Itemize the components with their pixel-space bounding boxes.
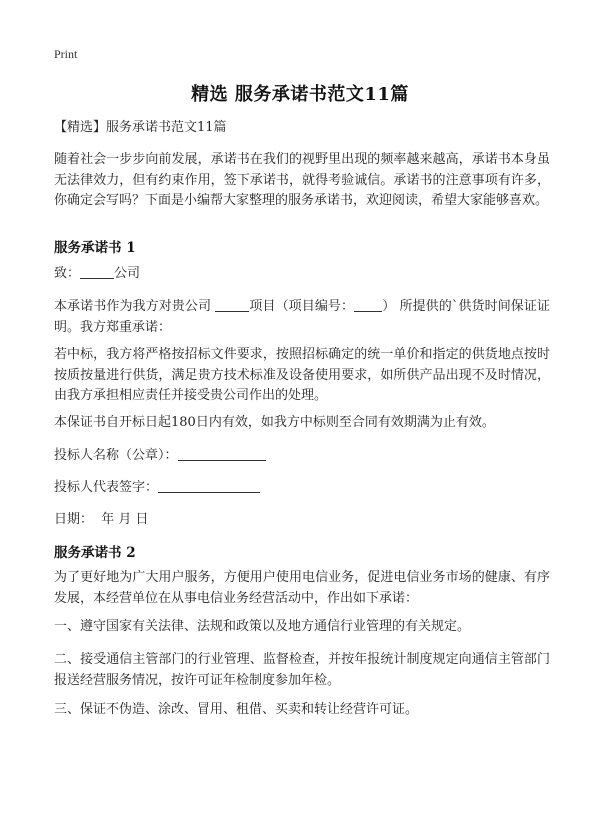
recipient-line [54, 264, 550, 285]
project-blank [215, 297, 249, 312]
commitment-paragraph-2: 若中标，我方将严格按招标文件要求，按照招标确定的统一单价和指定的供货地点按时按质按量进行供货，满足贵方技术标准及设备使用要求，如所供产品出现不及时情况，由我方承担相应责任并接受贵公司作出的处理。 [54, 347, 550, 403]
company-blank [80, 264, 114, 279]
page-title: 精选 服务承诺书范文11篇 [191, 84, 409, 105]
p1-part-c: ） 所提供的`供货时间保证证明。我方郑重承诺： [54, 299, 550, 335]
print-link[interactable]: Print [54, 47, 78, 61]
recipient-prefix: 致： [54, 266, 81, 281]
bidder-rep-blank [158, 478, 260, 493]
section-heading-2: 服务承诺书 2 [54, 545, 136, 561]
validity-paragraph: 本保证书自开标日起180日内有效，如我方中标则至合同有效期满为止有效。 [54, 415, 495, 430]
p1-part-a: 本承诺书作为我方对贵公司 [54, 299, 216, 314]
commitment-item-1: 一、遵守国家有关法律、法规和政策以及地方通信行业管理的有关规定。 [54, 619, 471, 634]
bidder-name-blank [178, 446, 266, 461]
p1-part-b: 项目（项目编号： [249, 299, 355, 314]
commitment-item-3: 三、保证不伪造、涂改、冒用、租借、买卖和转让经营许可证。 [54, 702, 419, 717]
intro-paragraph: 随着社会一步步向前发展，承诺书在我们的视野里出现的频率越来越高，承诺书本身虽无法律效力，但有约束作用，签下承诺书，就得考验诚信。承诺书的注意事项有许多，你确定会写吗？下面是小编帮大家整理的服务承诺书，欢迎阅读，希望大家能够喜欢。 [54, 152, 550, 208]
commitment-paragraph-1 [54, 297, 550, 338]
service-intro-paragraph: 为了更好地为广大用户服务，方便用户使用电信业务，促进电信业务市场的健康、有序发展，本经营单位在从事电信业务经营活动中，作出如下承诺： [54, 570, 550, 606]
bidder-name-label: 投标人名称（公章）： [54, 448, 178, 463]
date-line: 日期： 年 月 日 [54, 512, 149, 527]
bidder-rep-label: 投标人代表签字： [54, 480, 159, 495]
bidder-name-line [54, 446, 550, 467]
section-heading-1: 服务承诺书 1 [54, 240, 136, 256]
subtitle: 【精选】服务承诺书范文11篇 [54, 120, 227, 135]
project-number-blank [354, 297, 382, 312]
commitment-item-2: 二、接受通信主管部门的行业管理、监督检查，并按年报统计制度规定向通信主管部门报送经营服务情况，按许可证年检制度参加年检。 [54, 652, 550, 688]
bidder-rep-line [54, 478, 550, 499]
recipient-suffix: 公司 [114, 266, 141, 281]
